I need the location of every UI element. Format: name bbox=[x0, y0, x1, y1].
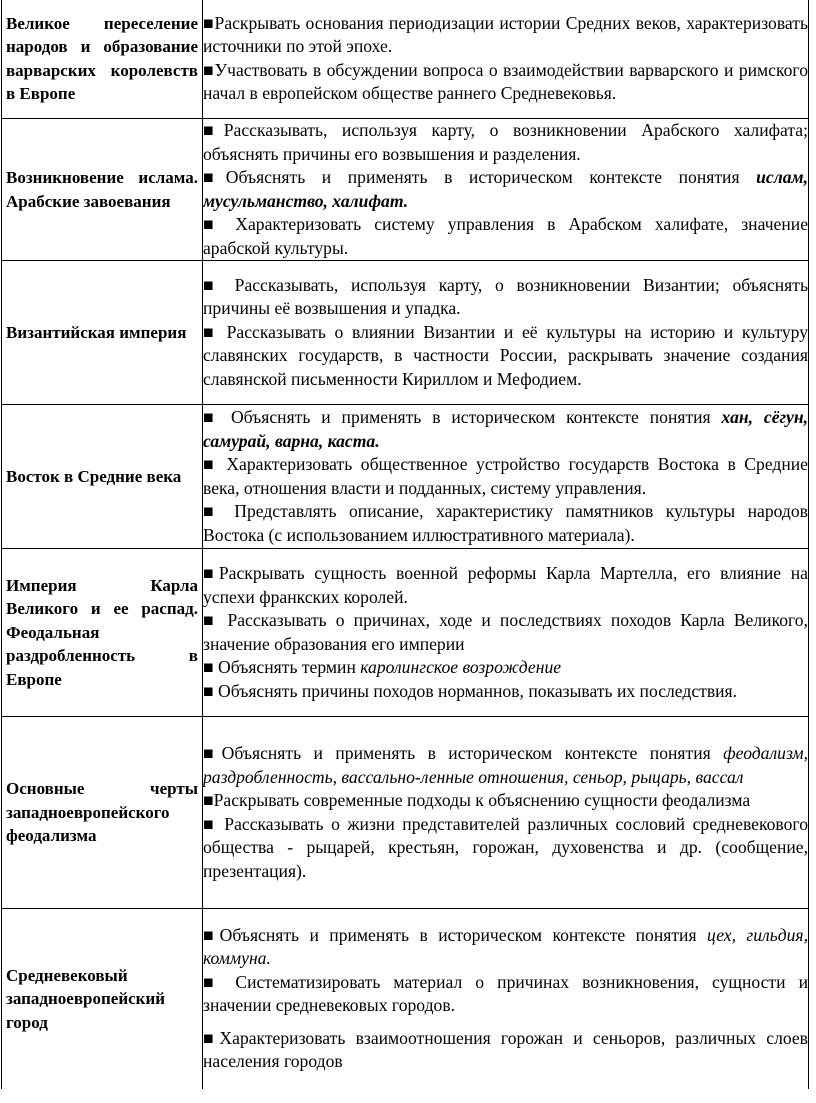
goal-item: ■ Систематизировать материал о причинах возникновения, сущности и значении средневековых городов. bbox=[203, 971, 808, 1016]
goal-item: ■ Рассказывать о влиянии Византии и её культуры на историю и культуру славянских государств, в частности России, раскрывать значение создания славянской письменности Кириллом и Мефодием. bbox=[203, 321, 808, 389]
topic-cell bbox=[2, 909, 203, 1089]
topic-title: Византийская империя bbox=[6, 322, 187, 342]
topic-cell bbox=[2, 717, 203, 909]
goal-term: каролингское возрождение bbox=[360, 657, 562, 677]
goal-item: ■Раскрывать современные подходы к объяснению сущности феодализма bbox=[203, 790, 751, 810]
goals-cell bbox=[203, 119, 809, 261]
topic-title: Восток в Средние века bbox=[6, 466, 182, 486]
goal-item bbox=[203, 656, 808, 680]
topic-cell bbox=[2, 261, 203, 405]
goal-term: хан, сёгун, самурай, варна, каста. bbox=[203, 407, 808, 451]
goal-item: ■ Объяснять причины походов норманнов, показывать их последствия. bbox=[203, 680, 738, 701]
goal-item: ■Участвовать в обсуждении вопроса о взаимодействии варварского и римского начал в европейском обществе раннего Средневековья. bbox=[203, 59, 808, 103]
goal-item bbox=[203, 406, 808, 453]
goal-item: ■Раскрывать основания периодизации истории Средних веков, характеризовать источники по этой эпохе. bbox=[203, 12, 808, 56]
goals-cell bbox=[203, 0, 809, 119]
goal-item: ■ Рассказывать о причинах, ходе и последствиях походов Карла Великого, значение образования его империи bbox=[203, 610, 808, 654]
goal-text: ■Объяснять и применять в историческом контексте понятия bbox=[203, 743, 724, 763]
goal-item: ■Раскрывать сущность военной реформы Карла Мартелла, его влияние на успехи франкских королей. bbox=[203, 563, 808, 607]
goal-item: ■ Характеризовать систему управления в Арабском халифате, значение арабской культуры. bbox=[203, 214, 808, 258]
goals-cell bbox=[203, 405, 809, 549]
topic-title: Основные черты западноевропейского феодализма bbox=[6, 779, 198, 846]
goal-term: ислам, мусульманство, халифат. bbox=[203, 167, 808, 211]
goal-text: ■ Объяснять термин bbox=[203, 657, 361, 677]
goal-item: ■ Представлять описание, характеристику памятников культуры народов Востока (с использованием иллюстративного материала). bbox=[203, 501, 808, 545]
goal-term: феодализм, раздробленность, вассально-ленные отношения, сеньор, рыцарь, вассал bbox=[203, 743, 808, 787]
goal-term: цех, гильдия, коммуна. bbox=[203, 924, 808, 969]
curriculum-table bbox=[1, 0, 809, 1089]
topic-title: Возникновение ислама. Арабские завоевания bbox=[6, 168, 198, 211]
goal-item bbox=[203, 166, 808, 213]
goals-cell bbox=[203, 909, 809, 1089]
topic-title: Империя Карла Великого и ее распад. Феодальная раздробленность в Европе bbox=[6, 575, 198, 689]
topic-cell bbox=[2, 405, 203, 549]
table-row bbox=[2, 909, 809, 1089]
goal-item: ■ Рассказывать, используя карту, о возникновении Византии; объяснять причины её возвышения и упадка. bbox=[203, 274, 808, 319]
goal-item: ■Рассказывать, используя карту, о возникновении Арабского халифата; объяснять причины его возвышения и разделения. bbox=[203, 120, 808, 164]
goal-item: ■ Рассказывать о жизни представителей различных сословий средневекового общества - рыцарей, крестьян, горожан, духовенства и др. (сообщение, презентация). bbox=[203, 813, 808, 881]
goal-item: ■ Характеризовать общественное устройство государств Востока в Средние века, отношения власти и подданных, систему управления. bbox=[203, 454, 808, 498]
table-row bbox=[2, 549, 809, 717]
table-row bbox=[2, 119, 809, 261]
goals-cell bbox=[203, 549, 809, 717]
topic-cell bbox=[2, 119, 203, 261]
goals-cell bbox=[203, 261, 809, 405]
topic-cell bbox=[2, 0, 203, 119]
topic-cell bbox=[2, 549, 203, 717]
goal-text: ■ Объяснять и применять в историческом контексте понятия bbox=[203, 407, 722, 427]
goal-text: ■Объяснять и применять в историческом контексте понятия bbox=[203, 924, 707, 945]
table-row bbox=[2, 717, 809, 909]
goals-cell bbox=[203, 717, 809, 909]
table-row bbox=[2, 0, 809, 119]
table-row bbox=[2, 405, 809, 549]
table-row bbox=[2, 261, 809, 405]
topic-title: Средневековый западноевропейский город bbox=[6, 965, 166, 1032]
goal-item bbox=[203, 742, 808, 789]
goal-text: ■Объяснять и применять в историческом контексте понятия bbox=[203, 167, 757, 187]
goal-item: ■Характеризовать взаимоотношения горожан и сеньоров, различных слоев населения городов bbox=[203, 1027, 808, 1072]
goal-item bbox=[203, 924, 808, 971]
topic-title: Великое переселение народов и образование варварских королевств в Европе bbox=[6, 13, 198, 103]
